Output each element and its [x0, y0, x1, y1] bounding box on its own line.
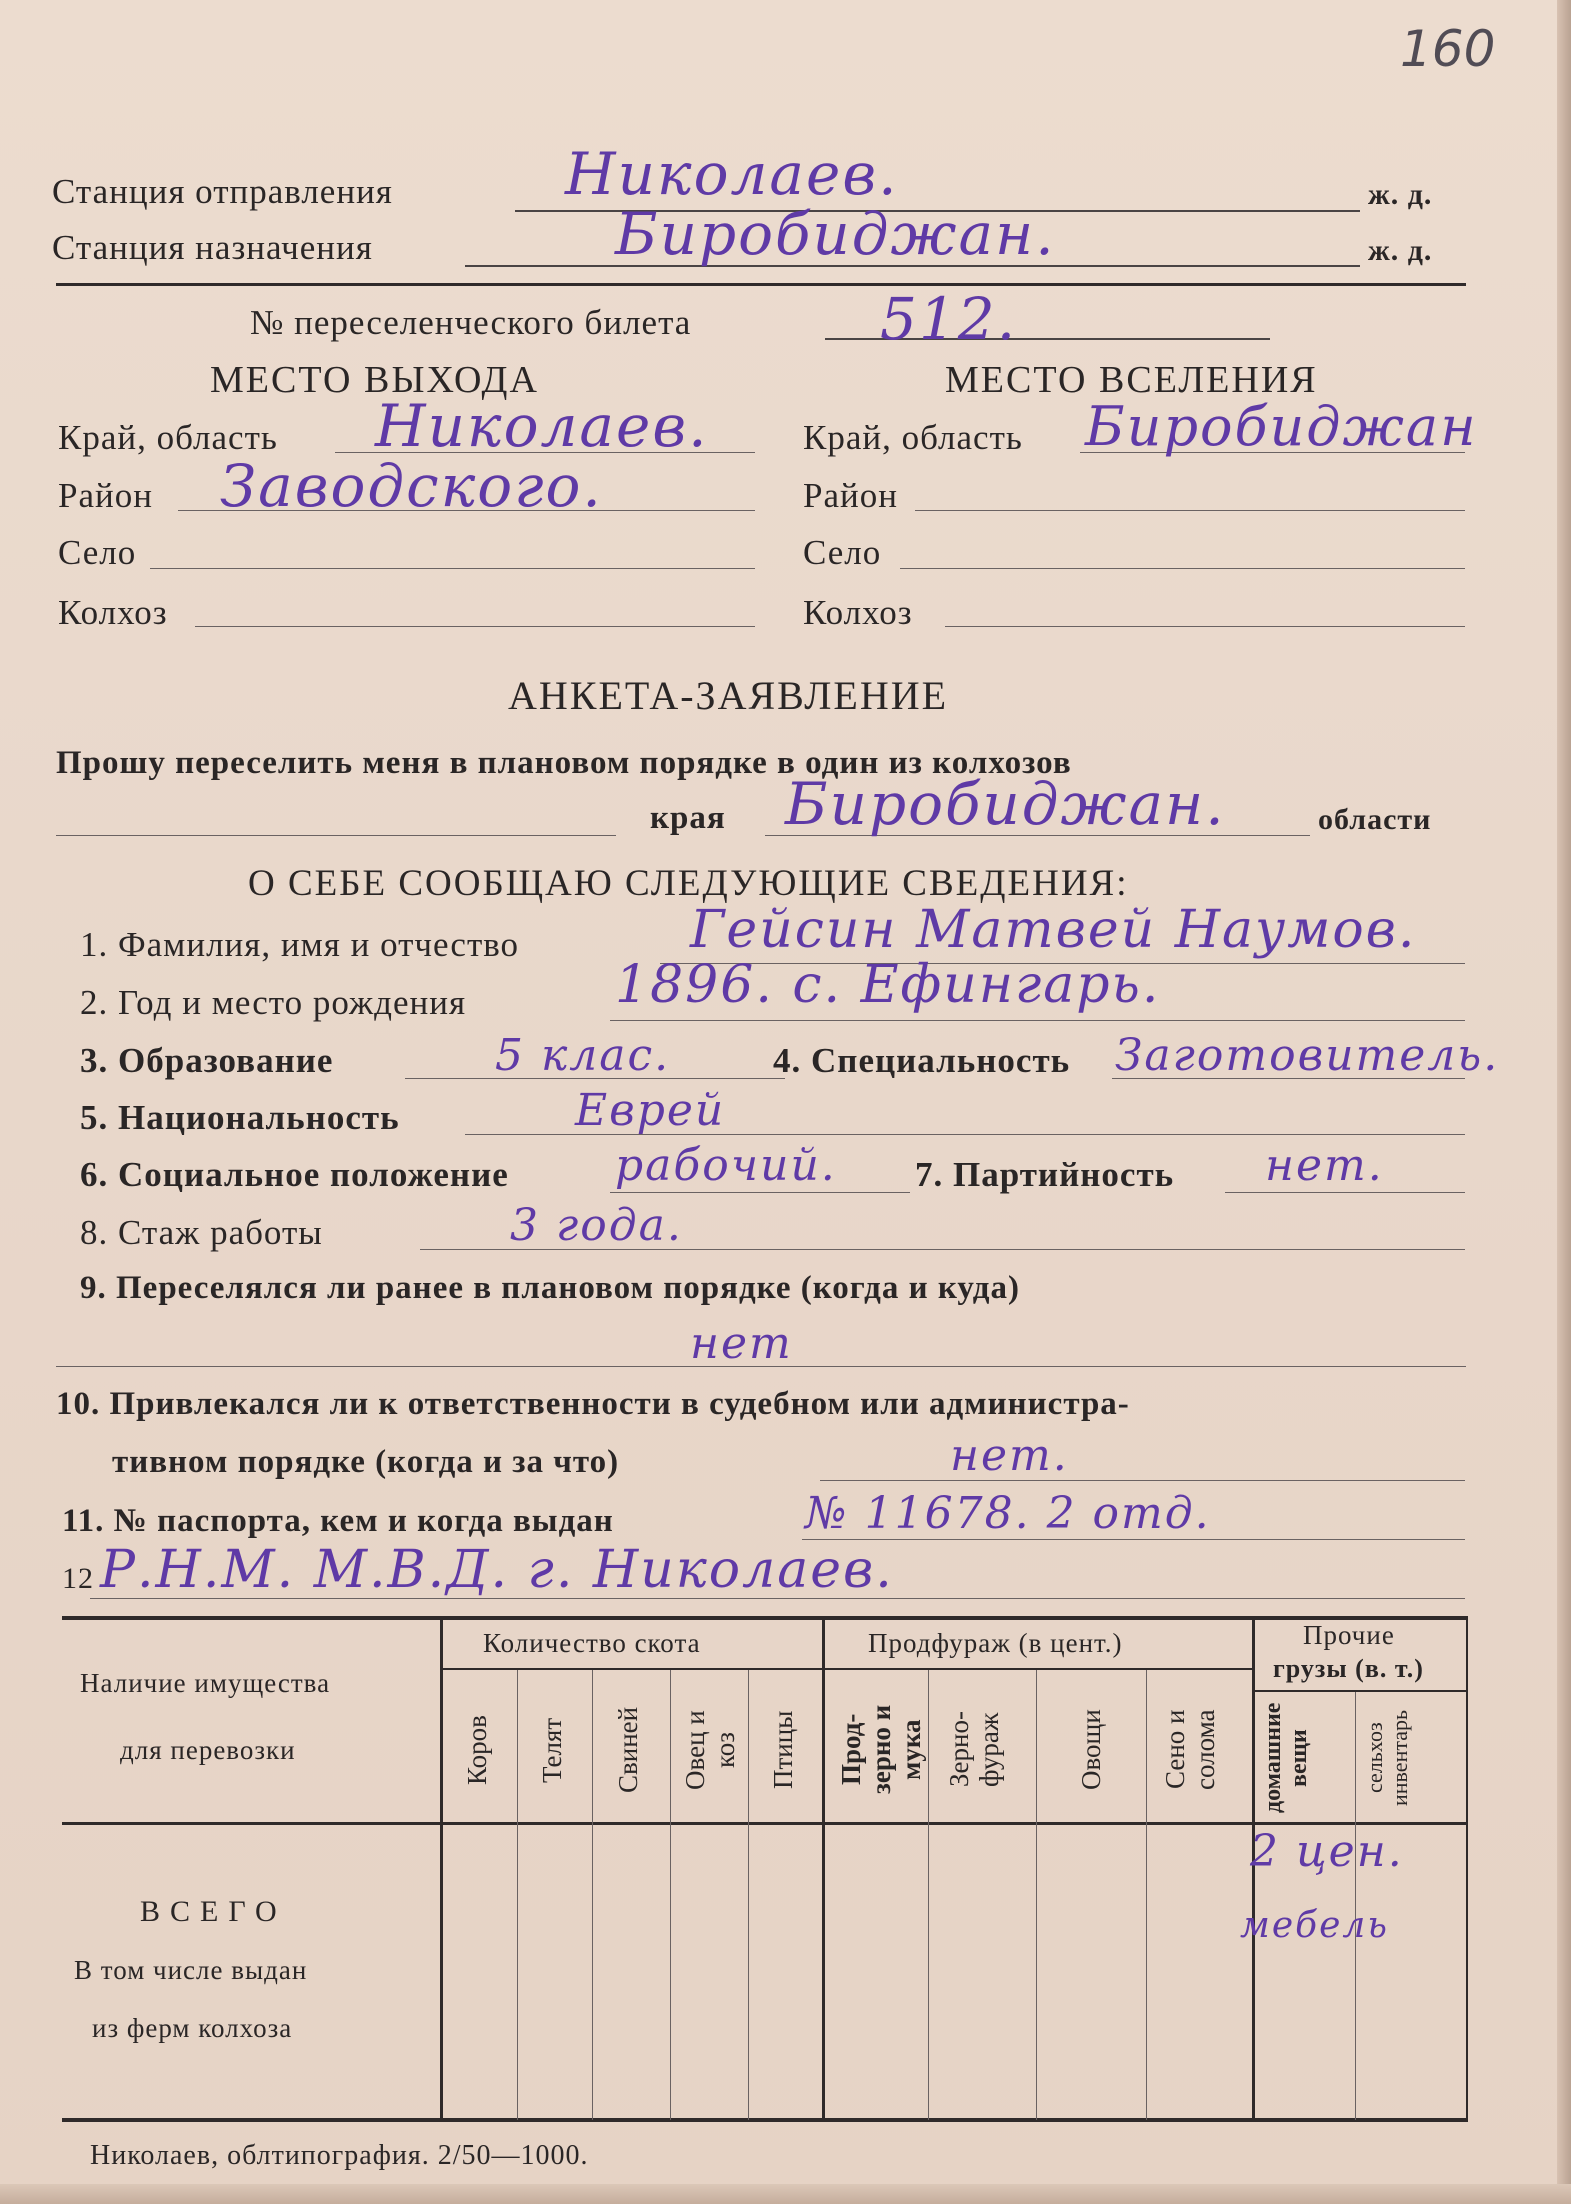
col-header-poultry: Птицы: [768, 1710, 798, 1790]
destination-station-label: Станция назначения: [52, 228, 373, 267]
field-1-label: 1. Фамилия, имя и отчество: [80, 925, 520, 964]
field-5-value: Еврей: [575, 1085, 726, 1136]
about-heading: О СЕБЕ СООБЩАЮ СЛЕДУЮЩИЕ СВЕДЕНИЯ:: [248, 863, 1129, 904]
oblast-value: Биробиджан.: [785, 770, 1226, 838]
col-header-grain-flour: Прод-зерно и мука: [836, 1704, 926, 1795]
origin-district-label: Район: [58, 476, 153, 515]
origin-kolkhoz-line: [195, 626, 755, 627]
col-divider-right: [1466, 1618, 1468, 2120]
settle-region-label: Край, область: [803, 418, 1023, 457]
field-6-value: рабочий.: [615, 1140, 837, 1191]
field-2-label: 2. Год и место рождения: [80, 983, 467, 1022]
rail-suffix-2: ж. д.: [1368, 234, 1433, 267]
field-11-label: 11. № паспорта, кем и когда выдан: [62, 1503, 614, 1539]
header-divider: [56, 283, 1466, 286]
other-group-line: [1254, 1690, 1466, 1692]
fodder-col-line-1: [928, 1670, 929, 2120]
origin-village-line: [150, 568, 755, 569]
col-header-cows: Коров: [462, 1715, 492, 1785]
origin-district-value: Заводского.: [220, 452, 603, 520]
paper-edge-right: [1557, 0, 1571, 2204]
destination-station-value: Биробиджан.: [615, 200, 1056, 268]
field-12-number: 12: [62, 1562, 94, 1595]
field-4-value: Заготовитель.: [1115, 1030, 1500, 1081]
field-8-value: 3 года.: [510, 1200, 683, 1251]
settle-kolkhoz-label: Колхоз: [803, 593, 913, 632]
col-header-household: домашние вещи: [1260, 1702, 1312, 1814]
fodder-col-line-2: [1036, 1670, 1037, 2120]
field-3-label: 3. Образование: [80, 1041, 334, 1080]
table-row-header-line1: Наличие имущества: [80, 1668, 331, 1698]
field-10-line: [820, 1480, 1465, 1481]
col-header-grain-fodder: Зерно-фураж: [944, 1711, 1004, 1788]
origin-region-value: Николаев.: [375, 392, 709, 460]
other-value-line2: мебель: [1240, 1905, 1389, 1946]
oblast-label: области: [1318, 803, 1432, 836]
field-8-label: 8. Стаж работы: [80, 1213, 323, 1252]
field-3-value: 5 клас.: [495, 1030, 671, 1081]
fodder-group-header: Продфураж (в цент.): [868, 1628, 1123, 1658]
field-5-label: 5. Национальность: [80, 1098, 400, 1137]
field-2-line: [610, 1020, 1465, 1021]
field-10-label-line1: 10. Привлекался ли к ответственности в судебном или администра-: [56, 1386, 1130, 1422]
settle-district-label: Район: [803, 476, 898, 515]
other-group-header-line1: Прочие: [1303, 1620, 1395, 1650]
settle-region-value: Биробиджан: [1085, 395, 1478, 458]
col-divider-fodder: [822, 1618, 825, 2120]
field-6-line: [610, 1192, 910, 1193]
kray-label: края: [650, 800, 726, 836]
paper-edge-bottom: [0, 2184, 1571, 2204]
table-top-border: [62, 1616, 1468, 1620]
settle-heading: МЕСТО ВСЕЛЕНИЯ: [945, 359, 1318, 401]
settle-village-label: Село: [803, 533, 882, 572]
settle-village-line: [900, 568, 1465, 569]
departure-station-label: Станция отправления: [52, 172, 393, 211]
table-row-header-line2: для перевозки: [120, 1735, 296, 1765]
form-title: АНКЕТА-ЗАЯВЛЕНИЕ: [508, 673, 949, 718]
field-7-label: 7. Партийность: [915, 1155, 1175, 1194]
table-bottom-border: [62, 2118, 1468, 2122]
field-7-line: [1225, 1192, 1465, 1193]
field-2-value: 1896. с. Ефингарь.: [615, 955, 1161, 1015]
fodder-col-line-3: [1146, 1670, 1147, 2120]
livestock-col-line-4: [748, 1670, 749, 2120]
departure-station-value: Николаев.: [565, 140, 899, 208]
other-group-header-line2: грузы (в. т.): [1273, 1654, 1424, 1683]
table-header-border: [62, 1822, 1468, 1825]
request-text: Прошу переселить меня в плановом порядке в один из колхозов: [56, 745, 1072, 781]
field-11-line: [802, 1539, 1465, 1540]
field-9-value: нет: [690, 1318, 793, 1369]
col-header-pigs: Свиней: [613, 1706, 643, 1794]
origin-kolkhoz-label: Колхоз: [58, 593, 168, 632]
ticket-value: 512.: [880, 285, 1018, 353]
col-divider-main: [440, 1618, 443, 2120]
field-11-value: № 11678. 2 отд.: [805, 1488, 1211, 1539]
kray-line: [56, 835, 616, 836]
total-label: ВСЕГО: [140, 1895, 287, 1928]
col-header-hay-straw: Сено и солома: [1160, 1709, 1220, 1790]
col-header-calves: Телят: [537, 1717, 567, 1783]
imprint: Николаев, облтипография. 2/50—1000.: [90, 2140, 589, 2171]
col-header-vegetables: Овощи: [1076, 1709, 1106, 1791]
field-7-value: нет.: [1265, 1140, 1384, 1191]
other-value-line1: 2 цен.: [1250, 1826, 1404, 1877]
field-12-value: Р.Н.М. М.В.Д. г. Николаев.: [100, 1540, 894, 1600]
livestock-col-line-2: [592, 1670, 593, 2120]
rail-suffix-1: ж. д.: [1368, 178, 1433, 211]
field-9-label: 9. Переселялся ли ранее в плановом порядке (когда и куда): [80, 1270, 1020, 1306]
livestock-group-header: Количество скота: [483, 1628, 701, 1658]
settle-district-line: [915, 510, 1465, 511]
livestock-group-line: [442, 1668, 822, 1670]
field-6-label: 6. Социальное положение: [80, 1155, 509, 1194]
fodder-group-line: [824, 1668, 1252, 1670]
field-4-label: 4. Специальность: [773, 1041, 1071, 1080]
settle-kolkhoz-line: [945, 626, 1465, 627]
origin-heading: МЕСТО ВЫХОДА: [210, 359, 539, 401]
field-10-label-line2: тивном порядке (когда и за что): [112, 1444, 620, 1480]
field-1-value: Гейсин Матвей Наумов.: [690, 900, 1417, 960]
ticket-label: № переселенческого билета: [250, 303, 692, 342]
col-header-farm-inventory: сельхоз инвентарь: [1362, 1709, 1412, 1807]
livestock-col-line-1: [517, 1670, 518, 2120]
included-label-line1: В том числе выдан: [74, 1955, 308, 1985]
col-header-sheep-goats: Овец и коз: [680, 1710, 740, 1790]
origin-region-label: Край, область: [58, 418, 278, 457]
livestock-col-line-3: [670, 1670, 671, 2120]
origin-village-label: Село: [58, 533, 137, 572]
archive-number: 160: [1400, 20, 1496, 78]
field-10-value: нет.: [950, 1430, 1069, 1481]
included-label-line2: из ферм колхоза: [92, 2013, 293, 2043]
